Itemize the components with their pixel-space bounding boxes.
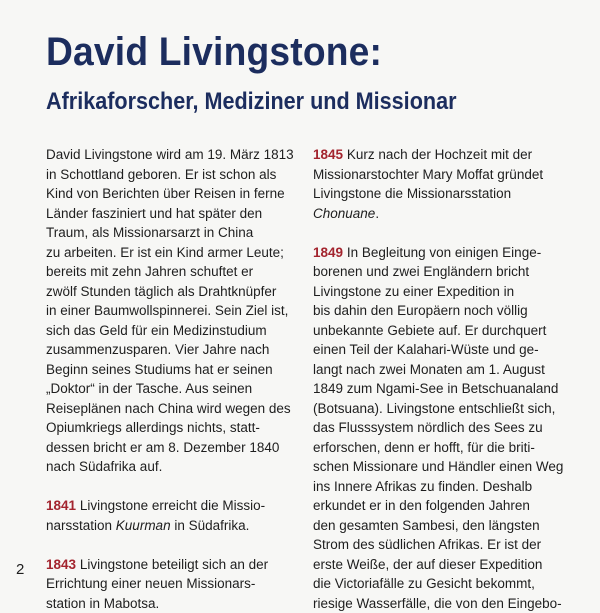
text-line: bereits mit zehn Jahren schuftet er [46, 262, 314, 282]
text-line: Errichtung einer neuen Missionars- [46, 574, 314, 594]
entry-text: . [375, 206, 379, 221]
text-line: Beginn seines Studiums hat er seinen [46, 360, 314, 380]
entry-text: narsstation [46, 518, 116, 533]
text-line: Traum, als Missionarsarzt in China [46, 223, 314, 243]
text-line: erforschen, denn er hofft, für die briti- [313, 438, 575, 458]
text-line: Missionarstochter Mary Moffat gründet [313, 165, 575, 185]
text-line: David Livingstone wird am 19. März 1813 [46, 145, 314, 165]
text-line: die Victoriafälle zu Gesicht bekommt, [313, 574, 575, 594]
entry-text: Kurz nach der Hochzeit mit der [347, 147, 532, 162]
text-line: in einer Baumwollspinnerei. Sein Ziel ist, [46, 301, 314, 321]
page-number: 2 [16, 560, 24, 580]
text-line [46, 496, 314, 516]
text-line: Länder fasziniert und hat später den [46, 204, 314, 224]
text-line [46, 555, 314, 575]
text-line [313, 243, 575, 263]
left-column [46, 145, 314, 613]
text-line: Livingstone die Missionarsstation [313, 184, 575, 204]
text-line: riesige Wasserfälle, die von den Eingebo- [313, 594, 575, 613]
timeline-entry-1843 [46, 555, 314, 613]
place-name: Chonuane [313, 206, 375, 221]
text-line: Kind von Berichten über Reisen in ferne [46, 184, 314, 204]
text-line: nach Südafrika auf. [46, 457, 314, 477]
text-line: in Schottland geboren. Er ist schon als [46, 165, 314, 185]
entry-text: in Südafrika. [171, 518, 250, 533]
text-line: ins Innere Afrikas zu finden. Deshalb [313, 477, 575, 497]
timeline-entry-1845 [313, 145, 575, 223]
text-line: sich das Geld für ein Medizinstudium [46, 321, 314, 341]
timeline-entry-1841 [46, 496, 314, 535]
place-name: Kuurman [116, 518, 171, 533]
text-line: schen Missionare und Händler einen Weg [313, 457, 575, 477]
text-line: Opiumkriegs allerdings nichts, statt- [46, 418, 314, 438]
text-line: bis dahin den Europäern noch völlig [313, 301, 575, 321]
text-line [313, 204, 575, 224]
text-line: (Botsuana). Livingstone entschließt sich, [313, 399, 575, 419]
timeline-entry-1849 [313, 243, 575, 613]
text-line: „Doktor“ in der Tasche. Aus seinen [46, 379, 314, 399]
year-label: 1849 [313, 245, 343, 260]
text-line: das Flusssystem nördlich des Sees zu [313, 418, 575, 438]
year-label: 1845 [313, 147, 343, 162]
text-line: zu arbeiten. Er ist ein Kind armer Leute; [46, 243, 314, 263]
text-line: erkundet er in den folgenden Jahren [313, 496, 575, 516]
year-label: 1841 [46, 498, 76, 513]
text-line: langt nach zwei Monaten am 1. August [313, 360, 575, 380]
text-line: Reiseplänen nach China wird wegen des [46, 399, 314, 419]
right-column [313, 145, 575, 613]
text-line: Strom des südlichen Afrikas. Er ist der [313, 535, 575, 555]
text-line: erste Weiße, der auf dieser Expedition [313, 555, 575, 575]
text-line: einen Teil der Kalahari-Wüste und ge- [313, 340, 575, 360]
text-line: unbekannte Gebiete auf. Er durchquert [313, 321, 575, 341]
text-line: Livingstone zu einer Expedition in [313, 282, 575, 302]
page-subtitle: Afrikaforscher, Mediziner und Missionar [46, 88, 456, 116]
text-line: station in Mabotsa. [46, 594, 314, 613]
page-title: David Livingstone: [46, 30, 382, 74]
entry-text: Livingstone beteiligt sich an der [80, 557, 268, 572]
text-line: dessen bricht er am 8. Dezember 1840 [46, 438, 314, 458]
text-line: den gesamten Sambesi, den längsten [313, 516, 575, 536]
entry-text: In Begleitung von einigen Einge- [347, 245, 541, 260]
intro-paragraph [46, 145, 314, 477]
text-line: borenen und zwei Engländern bricht [313, 262, 575, 282]
entry-text: Livingstone erreicht die Missio- [80, 498, 265, 513]
text-line: 1849 zum Ngami-See in Betschuanaland [313, 379, 575, 399]
year-label: 1843 [46, 557, 76, 572]
text-line: zusammenzusparen. Vier Jahre nach [46, 340, 314, 360]
text-line: zwölf Stunden täglich als Drahtknüpfer [46, 282, 314, 302]
text-line [46, 516, 314, 536]
text-line [313, 145, 575, 165]
